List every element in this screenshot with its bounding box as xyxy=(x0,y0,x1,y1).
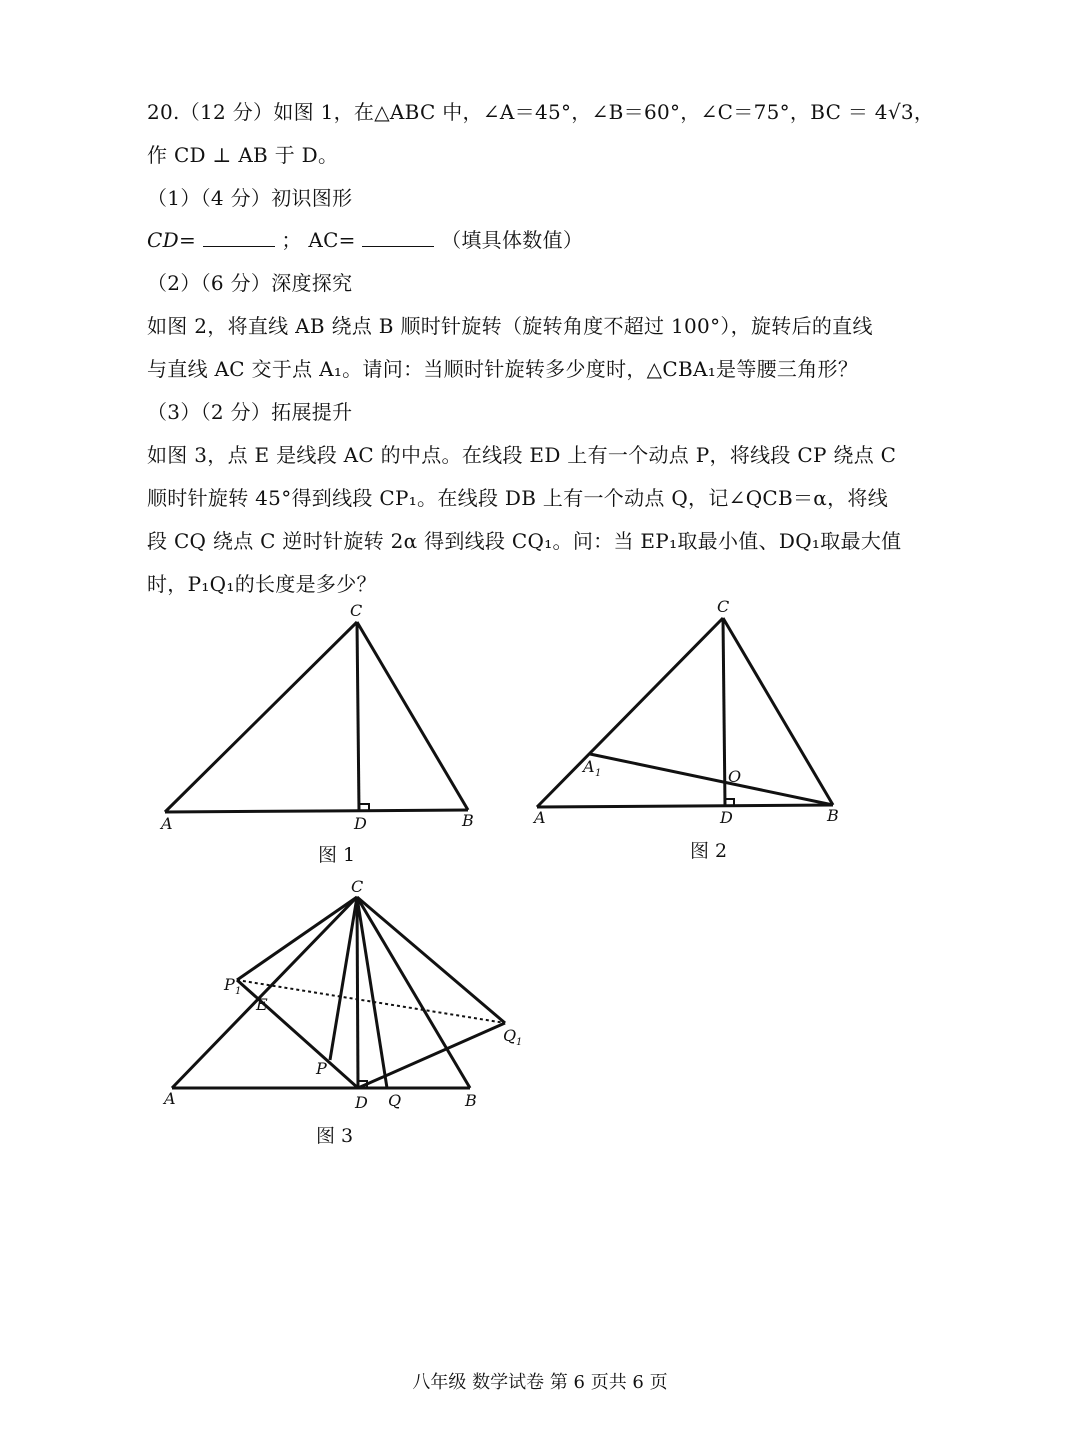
fig3-label-q: Q xyxy=(388,1091,402,1110)
fig3-segment-cp1 xyxy=(237,897,357,980)
figure-3 xyxy=(172,897,505,1088)
fig2-caption: 图 2 xyxy=(690,840,728,862)
figure-1 xyxy=(165,622,468,812)
fig2-label-o: O xyxy=(728,767,742,786)
fig1-label-b: B xyxy=(462,811,474,830)
fig3-label-p1: P xyxy=(224,975,235,994)
page-footer: 八年级 数学试卷 第 6 页共 6 页 xyxy=(412,1372,668,1393)
fig3-label-d: D xyxy=(355,1093,368,1112)
separator: ； xyxy=(281,228,302,252)
fig2-label-a1-sub: 1 xyxy=(595,768,602,779)
fig2-label-a1: A xyxy=(583,757,595,776)
fig2-label-b: B xyxy=(827,806,839,825)
question-line-1: 20.（12 分）如图 1，在△ABC 中，∠A＝45°，∠B＝60°，∠C＝75°，BC ＝ 4√3， xyxy=(147,100,935,124)
fig2-label-a: A xyxy=(534,808,546,827)
fig1-label-c: C xyxy=(350,601,363,620)
part3-line-4: 时，P₁Q₁的长度是多少？ xyxy=(147,572,377,596)
question-line-2: 作 CD ⊥ AB 于 D。 xyxy=(147,143,339,167)
fig3-label-p: P xyxy=(316,1059,327,1078)
fig3-label-e: E xyxy=(256,995,268,1014)
fig3-segment-dq1 xyxy=(358,1023,505,1088)
fig2-rotated-line xyxy=(590,754,833,805)
fig1-side-ab xyxy=(165,810,468,812)
cd-label: CD= xyxy=(147,228,196,252)
fig1-side-bc xyxy=(357,622,468,810)
fig2-side-ac xyxy=(537,618,723,807)
fig3-label-c: C xyxy=(351,877,364,896)
fill-hint: （填具体数值） xyxy=(441,228,584,252)
fig2-side-ab xyxy=(537,805,833,807)
part3-line-1: 如图 3，点 E 是线段 AC 的中点。在线段 ED 上有一个动点 P，将线段 CP 绕点 C xyxy=(147,443,897,467)
fig3-label-a: A xyxy=(164,1089,176,1108)
fig2-label-d: D xyxy=(720,808,733,827)
fig1-altitude-cd xyxy=(357,622,359,811)
fig3-segment-cq1 xyxy=(357,897,505,1023)
fig1-label-d: D xyxy=(354,814,367,833)
fig1-label-a: A xyxy=(161,814,173,833)
fig2-label-c: C xyxy=(717,597,730,616)
fig3-segment-cq xyxy=(357,897,387,1088)
fig1-caption: 图 1 xyxy=(318,844,356,866)
fig3-caption: 图 3 xyxy=(316,1125,354,1147)
part2-line-1: 如图 2，将直线 AB 绕点 B 顺时针旋转（旋转角度不超过 100°），旋转后的直线 xyxy=(147,314,873,338)
fig3-label-q1-sub: 1 xyxy=(516,1037,523,1048)
fig3-altitude-cd xyxy=(357,897,358,1088)
fig3-label-p1-sub: 1 xyxy=(235,986,242,997)
figure-2 xyxy=(537,618,833,807)
fig1-side-ac xyxy=(165,622,357,812)
part2-line-2: 与直线 AC 交于点 A₁。请问：当顺时针旋转多少度时，△CBA₁是等腰三角形？ xyxy=(147,357,859,381)
fig3-side-bc xyxy=(357,897,470,1088)
fig2-altitude-cd xyxy=(723,618,725,806)
ac-label: AC= xyxy=(308,228,356,252)
fig3-label-b: B xyxy=(465,1091,477,1110)
part3-line-3: 段 CQ 绕点 C 逆时针旋转 2α 得到线段 CQ₁。问：当 EP₁取最小值、DQ₁取最大值 xyxy=(147,529,902,553)
part1-title: （1）（4 分）初识图形 xyxy=(147,186,353,210)
part2-title: （2）（6 分）深度探究 xyxy=(147,271,353,295)
part3-title: （3）（2 分）拓展提升 xyxy=(147,400,353,424)
part3-line-2: 顺时针旋转 45°得到线段 CP₁。在线段 DB 上有一个动点 Q，记∠QCB＝α，将线 xyxy=(147,486,889,510)
fig3-label-q1: Q xyxy=(503,1026,517,1045)
